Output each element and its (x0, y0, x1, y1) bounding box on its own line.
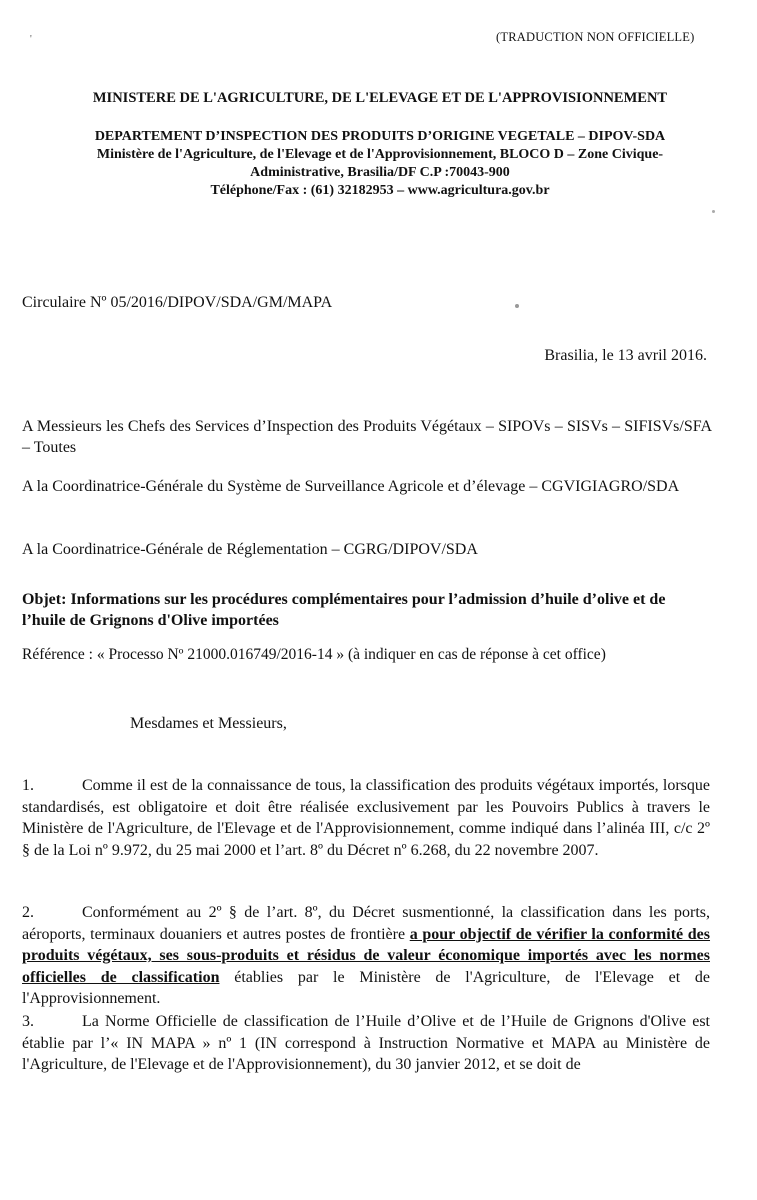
paragraph-text: La Norme Officielle de classification de l’Huile d’Olive et de l’Huile de Grignons d'Olive est établie par l’« IN MAPA » nº 1 (IN correspond à Instruction Normative et MAPA au Ministère de l'Agriculture, de l'Elevage et de l'Approvisionnement), du 30 janvier 2012, et se doit de (22, 1013, 710, 1073)
circular-number: Circulaire Nº 05/2016/DIPOV/SDA/GM/MAPA (22, 294, 333, 311)
paragraph-1 (22, 775, 710, 861)
scan-speck (515, 304, 519, 308)
salutation: Mesdames et Messieurs, (130, 715, 287, 732)
emphasized-text: a pour objectif de vérifier la conformité des produits végétaux, ses sous-produits et résidus de valeur économique importés avec les normes officielles de classification (22, 925, 711, 986)
paragraph-text: Comme il est de la connaissance de tous, la classification des produits végétaux importés, lorsque standardisés, est obligatoire et doit être réalisée exclusivement par les Pouvoirs Publics à travers le Ministère de l'Agriculture, de l'Elevage et de l'Approvisionnement, comme indiqué dans l’alinéa III, c/c 2º § de la Loi nº 9.972, du 25 mai 2000 et l’art. 8º du Décret nº 6.268, du 22 novembre 2007. (22, 777, 710, 859)
addressee-1: A Messieurs les Chefs des Services d’Inspection des Produits Végétaux – SIPOVs – SISVs – SIFISVs/SFA – Toutes (22, 418, 712, 456)
paragraph-number: 3. (22, 1013, 34, 1030)
paragraph-number: 2. (22, 904, 34, 921)
department-header (40, 128, 720, 200)
scan-mark: ' (30, 34, 32, 45)
subject-text: Informations sur les procédures complémentaires pour l’admission d’huile d’olive et de l’huile de Grignons d'Olive importées (22, 591, 666, 629)
paragraph-3 (22, 1011, 710, 1076)
addressee-2: A la Coordinatrice-Générale du Système de Surveillance Agricole et d’élevage – CGVIGIAGRO/SDA (22, 478, 680, 495)
address-line-2: Administrative, Brasilia/DF C.P :70043-900 (250, 165, 510, 180)
department-name: DEPARTEMENT D’INSPECTION DES PRODUITS D’ORIGINE VEGETALE – DIPOV-SDA (94, 129, 666, 144)
scan-speck (712, 210, 715, 213)
subject-label: Objet: (22, 591, 67, 608)
paragraph-2 (22, 902, 710, 1010)
paragraph-text-end: établies par le Ministère de l'Agriculture, de l'Elevage et de l'Approvisionnement. (22, 968, 710, 1007)
address-line-1: Ministère de l'Agriculture, de l'Elevage et de l'Approvisionnement, BLOCO D – Zone Civique- (96, 147, 664, 162)
letter-date: Brasilia, le 13 avril 2016. (544, 347, 707, 364)
subject (22, 589, 712, 631)
paragraph-text: Conformément au 2º § de l’art. 8º, du Décret susmentionné, la classification dans les ports, aéroports, terminaux douaniers et autres postes de frontière (22, 904, 710, 943)
unofficial-translation-note: (TRADUCTION NON OFFICIELLE) (496, 30, 695, 44)
ministry-title: MINISTERE DE L'AGRICULTURE, DE L'ELEVAGE ET DE L'APPROVISIONNEMENT (92, 90, 668, 106)
contact-line: Téléphone/Fax : (61) 32182953 – www.agricultura.gov.br (210, 183, 550, 198)
addressee-3: A la Coordinatrice-Générale de Réglementation – CGRG/DIPOV/SDA (22, 541, 478, 558)
paragraph-number: 1. (22, 777, 34, 794)
reference-line: Référence : « Processo Nº 21000.016749/2016-14 » (à indiquer en cas de réponse à cet office) (22, 646, 606, 663)
